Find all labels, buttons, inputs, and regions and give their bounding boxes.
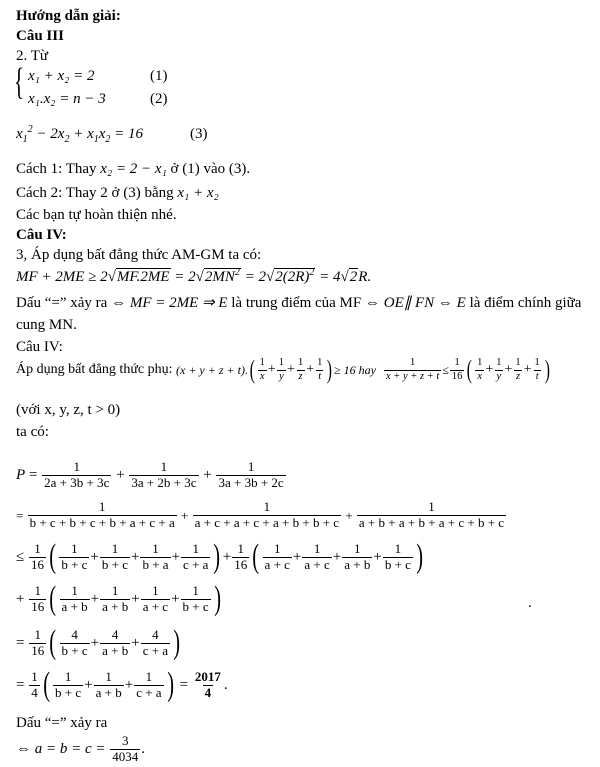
equality-end: là điểm chính giữa [469,295,582,311]
heading: Hướng dẫn giải: [16,8,121,24]
aux-text: Áp dụng bất đẳng thức phụ: [16,362,173,377]
ta-co: ta có: [16,424,49,440]
section-title-cau-iv: Câu IV: [16,227,67,243]
equality-line-2: cung MN. [16,317,77,333]
equality-prefix: Dấu “=” xảy ra [16,295,108,311]
p-bound-line-1: ≤ $\frac{1}{16}$ ( $\frac{1}{b + c}$ + $\frac{1}{b + c}$ + $\frac{1}{b + a}$ + $\frac{1}{c + a}$ ) + $\frac{1}{16}$ ( $\frac{1}{a + c}$ + $\frac{1}{a + c}$ + $\frac{1}{a + b}$ + $\frac{1}{b + c}$ ) [16,538,423,575]
equation-3: $x_1^2 - 2x_2 + x_1x_2 = 16$ [16,124,144,145]
trailing-dot: . [528,595,532,611]
method-2 [16,186,219,201]
equation-1-tag: (1) [150,68,168,84]
equality-mid: là trung điểm của MF [231,295,362,311]
method-1-text: Cách 1: Thay [16,161,97,177]
section-title-cau-iii: Câu III [16,28,64,44]
method-2-text: Cách 2: Thay 2 ở (3) bằng [16,185,174,201]
final-denominator: 4034 [112,748,139,764]
auxiliary-inequality: Áp dụng bất đẳng thức phụ: (x + y + z + t). ( $\frac{1}{x}$ + $\frac{1}{y}$ + $\frac{1}{z}$ + $\frac{1}{t}$ ) ≥ 16 hay $\frac{1}{x + y + z + t}$ ≤ $\frac{1}{16}$ ( $\frac{1}{x}$ + $\frac{1}{y}$ + $\frac{1}{z}$ + $\frac{1}{t}$ ) [16,355,550,384]
am-gm-step: 3, Áp dụng bất đẳng thức AM-GM ta có: [16,247,262,263]
equation-2: x₁.x₂ = n − 3 [28,91,106,107]
p-simplified: = $\frac{1}{16}$ ( $\frac{4}{b + c}$ + $\frac{4}{a + b}$ + $\frac{4}{c + a}$ ) [16,624,181,661]
equation-2-tag: (2) [150,91,168,107]
system-brace: { [14,61,25,103]
method-1 [16,162,250,177]
equation-1: x₁ + x₂ = 2 [28,68,95,84]
condition-text: (với x, y, z, t > 0) [16,402,121,418]
method-1-eq: x₂ = 2 − x₁ [100,161,167,177]
section-title-cau-iv-2: Câu IV: [16,339,63,355]
am-gm-inequality: MF + $2ME \ge 2√MF.2ME = 2√2MN^2 = 2√2(2R)^2 = 4√2R$. [16,267,372,285]
note-text: Các bạn tự hoàn thiện nhé. [16,207,177,223]
equality-parallel: ⇔ OE∥ FN ⇔ E [364,295,466,311]
step-label: 2. Từ [16,48,49,64]
final-numerator: 3 [122,733,129,748]
p-expanded: = $\frac{1}{b + c + b + c + b + a + c + a}$ + $\frac{1}{a + c + a + c + a + b + b + c}$ + $\frac{1}{a + b + a + b + a + c + b + c}$ [16,499,505,530]
final-equality-prefix: Dấu “=” xảy ra [16,715,108,731]
p-definition: P = $\frac{1}{2a + 3b + 3c}$ + $\frac{1}{3a + 2b + 3c}$ + $\frac{1}{3a + 3b + 2c}$ [16,459,284,490]
p-result: = $\frac{1}{4}$ ( $\frac{1}{b + c}$ + $\frac{1}{a + b}$ + $\frac{1}{c + a}$ ) = $\frac{2017}{4}$ . [16,666,228,703]
p-bound-line-2: + $\frac{1}{16}$ ( $\frac{1}{a + b}$ + $\frac{1}{a + b}$ + $\frac{1}{a + c}$ + $\frac{1}{b + c}$ ) [16,580,221,617]
method-2-eq: x₁ + x₂ [177,185,219,201]
equality-condition [16,296,581,311]
equation-3-tag: (3) [190,126,208,142]
method-1-rest: ở (1) vào (3). [170,161,251,177]
final-equality: ⇔ a = b = c = $\frac{3}{4034}$ . [16,733,146,764]
result-denominator: 4 [204,684,212,700]
result-numerator: 2017 [194,668,221,684]
hay-word: hay [358,363,376,377]
equality-cond: ⇔ MF = 2ME ⇒ E [111,295,228,311]
